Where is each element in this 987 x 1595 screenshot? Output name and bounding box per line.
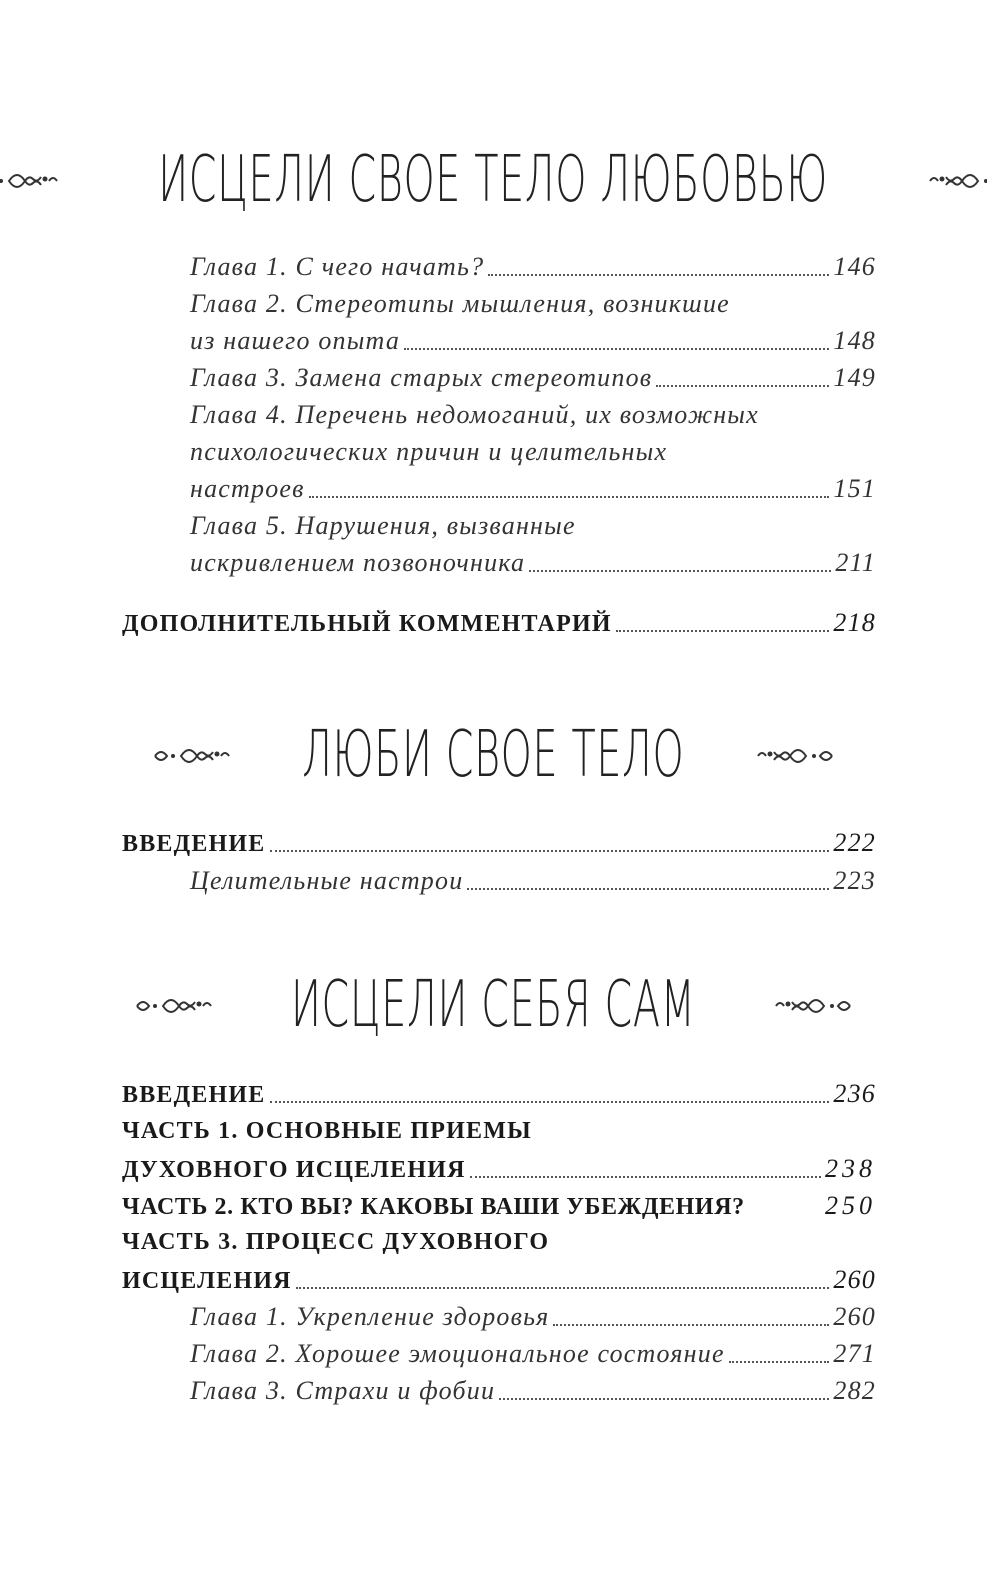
flourish-ornament-icon bbox=[756, 740, 836, 770]
toc-page-number: 151 bbox=[833, 474, 876, 503]
toc-entry[interactable] bbox=[190, 326, 876, 356]
toc-entry-label: ВВЕДЕНИЕ bbox=[122, 831, 266, 857]
toc-entry[interactable] bbox=[190, 1302, 876, 1332]
dot-leader bbox=[488, 274, 829, 276]
section-title-text: ЛЮБИ СВОЕ ТЕЛО bbox=[302, 718, 685, 792]
toc-page-number: 236 bbox=[833, 1079, 876, 1108]
toc-page-number: 146 bbox=[833, 252, 876, 281]
toc-entry[interactable] bbox=[190, 363, 876, 393]
dot-leader bbox=[309, 496, 830, 498]
toc-entry[interactable] bbox=[122, 1265, 876, 1295]
toc-page-number: 218 bbox=[833, 608, 876, 637]
toc-entry-label: Глава 1. Укрепление здоровья bbox=[190, 1302, 550, 1331]
dot-leader bbox=[729, 1361, 830, 1363]
toc-entry-label: Глава 5. Нарушения, вызванные bbox=[190, 511, 576, 540]
toc-entry-label: ЧАСТЬ 3. ПРОЦЕСС ДУХОВНОГО bbox=[122, 1229, 550, 1255]
dot-leader bbox=[270, 850, 830, 852]
toc-entry[interactable] bbox=[122, 608, 876, 638]
toc-page-number: 149 bbox=[833, 363, 876, 392]
flourish-ornament-icon bbox=[774, 990, 854, 1020]
dot-leader bbox=[616, 630, 830, 632]
dot-leader bbox=[296, 1287, 830, 1289]
dot-leader bbox=[467, 888, 829, 890]
toc-entry-label: ИСЦЕЛЕНИЯ bbox=[122, 1268, 292, 1294]
toc-entry-label: настроев bbox=[190, 474, 305, 503]
toc-page-number: 223 bbox=[833, 866, 876, 895]
dot-leader bbox=[470, 1176, 821, 1178]
toc-entry[interactable] bbox=[190, 866, 876, 896]
flourish-ornament-icon bbox=[928, 165, 987, 195]
toc-entry-label: психологических причин и целительных bbox=[190, 437, 668, 466]
toc-entry[interactable] bbox=[122, 1079, 876, 1109]
toc-entry-label: Глава 1. С чего начать? bbox=[190, 252, 485, 281]
section-title-3 bbox=[0, 965, 987, 1045]
toc-page-number: 271 bbox=[833, 1339, 876, 1368]
toc-page-number: 148 bbox=[833, 326, 876, 355]
toc-page-number: 260 bbox=[833, 1265, 876, 1294]
toc-entry[interactable] bbox=[190, 474, 876, 504]
toc-entry-label: Глава 2. Хорошее эмоциональное состояние bbox=[190, 1339, 725, 1368]
section-title-text: ИСЦЕЛИ СВОЕ ТЕЛО ЛЮБОВЬЮ bbox=[158, 143, 829, 217]
flourish-ornament-icon bbox=[0, 165, 59, 195]
section-title-text: ИСЦЕЛИ СЕБЯ САМ bbox=[291, 968, 696, 1042]
dot-leader bbox=[270, 1101, 830, 1103]
dot-leader bbox=[553, 1324, 829, 1326]
toc-page-number: 282 bbox=[833, 1376, 876, 1405]
toc-entry-label: Глава 4. Перечень недомоганий, их возможных bbox=[190, 400, 759, 429]
dot-leader bbox=[499, 1398, 829, 1400]
toc-entry[interactable] bbox=[122, 1154, 876, 1184]
dot-leader bbox=[656, 385, 829, 387]
toc-entry-label: ДОПОЛНИТЕЛЬНЫЙ КОММЕНТАРИЙ bbox=[122, 611, 612, 637]
toc-entry-label: Глава 3. Страхи и фобии bbox=[190, 1376, 496, 1405]
toc-entry-label: ЧАСТЬ 1. ОСНОВНЫЕ ПРИЕМЫ bbox=[122, 1118, 532, 1144]
toc-entry-label: ВВЕДЕНИЕ bbox=[122, 1082, 266, 1108]
toc-page-number: 260 bbox=[833, 1302, 876, 1331]
flourish-ornament-icon bbox=[151, 740, 231, 770]
section-title-1 bbox=[0, 140, 987, 220]
toc-entry[interactable] bbox=[190, 1339, 876, 1369]
toc-entry[interactable] bbox=[190, 1376, 876, 1406]
toc-page-number: 250 bbox=[825, 1191, 876, 1220]
toc-entry[interactable] bbox=[190, 252, 876, 282]
section-title-2 bbox=[0, 715, 987, 795]
toc-page-number: 222 bbox=[833, 828, 876, 857]
toc-entry-label: Целительные настрои bbox=[190, 866, 464, 895]
toc-entry-label: Глава 3. Замена старых стереотипов bbox=[190, 363, 653, 392]
toc-entry-label: ЧАСТЬ 2. КТО ВЫ? КАКОВЫ ВАШИ УБЕЖДЕНИЯ? bbox=[122, 1194, 745, 1220]
dot-leader bbox=[529, 570, 831, 572]
toc-entry-label: Глава 2. Стереотипы мышления, возникшие bbox=[190, 289, 730, 318]
toc-entry[interactable] bbox=[122, 828, 876, 858]
flourish-ornament-icon bbox=[133, 990, 213, 1020]
toc-entry-label: ДУХОВНОГО ИСЦЕЛЕНИЯ bbox=[122, 1157, 466, 1183]
toc-entry-label: из нашего опыта bbox=[190, 326, 401, 355]
toc-page-number: 211 bbox=[835, 548, 876, 577]
toc-entry-label: искривлением позвоночника bbox=[190, 548, 526, 577]
dot-leader bbox=[404, 348, 829, 350]
toc-entry[interactable] bbox=[190, 548, 876, 578]
toc-entry[interactable] bbox=[122, 1191, 876, 1221]
toc-page-number: 238 bbox=[825, 1154, 876, 1183]
